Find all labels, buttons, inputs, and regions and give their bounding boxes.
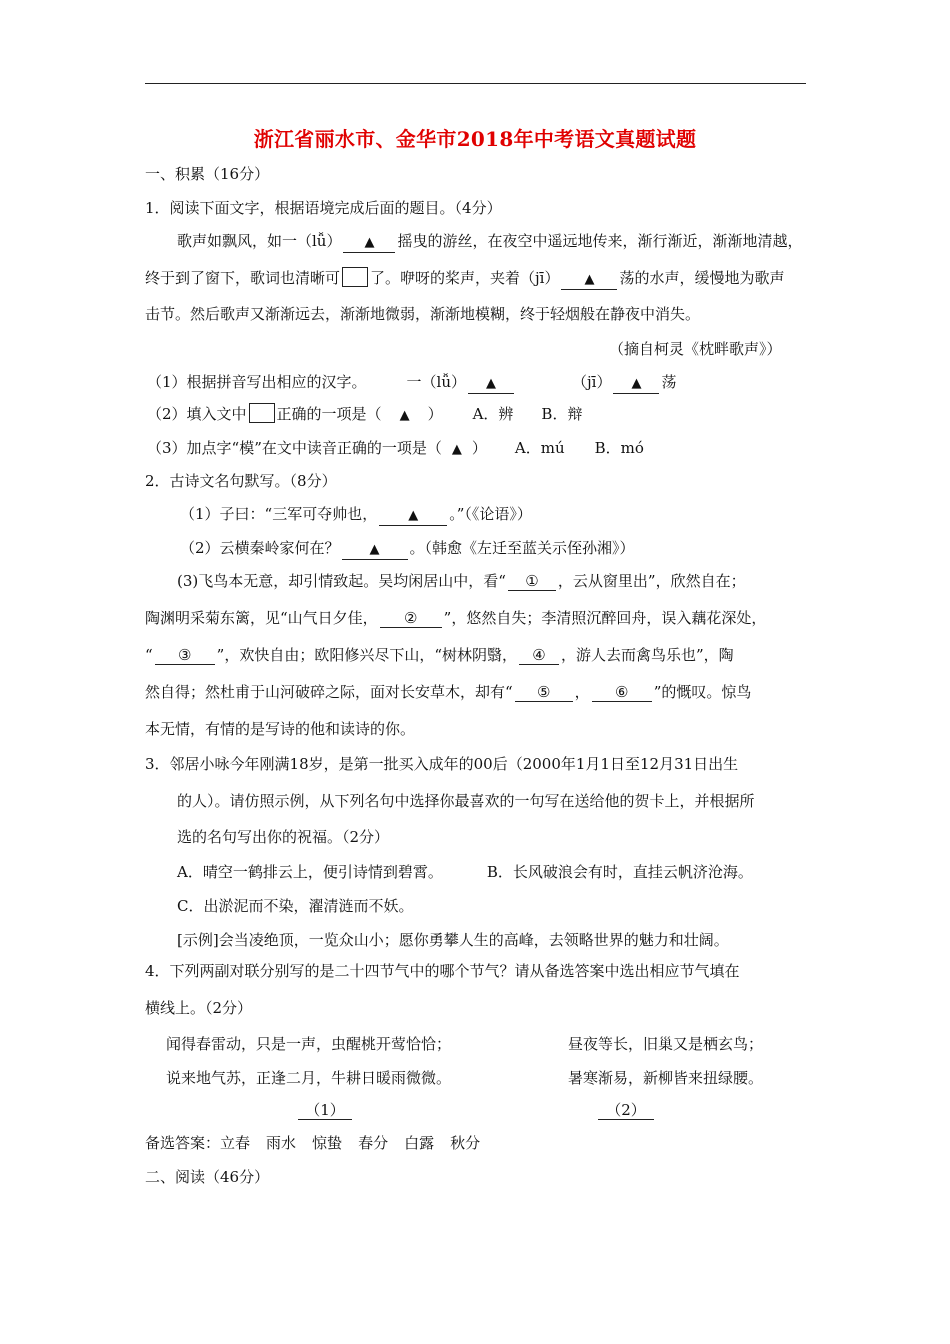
q3-options-ab [177,861,753,883]
q4-blank-1-line [296,1099,354,1121]
answer-blank-4[interactable]: ④ [519,646,559,665]
header-rule [145,83,806,84]
triangle-marker-icon: ▲ [408,508,419,523]
answer-blank-3[interactable]: ③ [155,646,215,665]
answer-blank-2[interactable]: （2） [598,1101,654,1120]
q3-line-1: 3．邻居小咏今年刚满18岁，是第一批买入成年的00后（2000年1月1日至12月31日出生 [145,755,739,773]
q4-line-2: 横线上。（2分） [145,999,253,1017]
option-item: 立春 [220,1134,251,1152]
answer-blank[interactable] [561,269,617,290]
fill-box[interactable] [342,267,368,287]
triangle-marker-icon: ▲ [486,376,497,391]
q2-sub-3-line-5: 本无情，有情的是写诗的他和读诗的你。 [145,720,416,738]
couplet-1-line-1: 闻得春雷动，只是一声，虫醒桃开莺恰恰； [166,1035,452,1053]
answer-blank[interactable] [468,373,514,394]
q2-sub-3-line-1: (3)飞鸟本无意，却引情致起。吴均闲居山中，看“ ① ，云从窗里出”，欣然自在； [177,572,746,590]
q1-passage-line-3: 击节。然后歌声又渐渐远去，渐渐地微弱，渐渐地模糊，终于轻烟般在静夜中消失。 [145,305,701,323]
answer-blank[interactable] [379,505,447,526]
option-item: 春分 [358,1134,389,1152]
q2-sub-3-line-3: “ ③ ”，欢快自由；欧阳修兴尽下山，“树林阴翳， ④ ，游人去而禽鸟乐也”，陶 [145,646,734,664]
option-c: C．出淤泥而不染，濯清涟而不妖。 [177,897,414,915]
q4-blank-2-line [596,1099,656,1121]
triangle-marker-icon: ▲ [364,235,375,250]
q1-source: （摘自柯灵《枕畔歌声》） [609,340,782,358]
option-item: 白露 [404,1134,435,1152]
couplet-2-line-1: 昼夜等长，旧巢又是栖玄鸟； [568,1035,764,1053]
triangle-marker-icon: ▲ [451,442,462,457]
q1-heading: 1．阅读下面文字，根据语境完成后面的题目。（4分） [145,199,502,217]
answer-blank[interactable] [613,373,659,394]
couplet-1-line-2: 说来地气苏，正逢二月，牛耕日暖雨微微。 [166,1069,452,1087]
option-b: B．长风破浪会有时，直挂云帆济沧海。 [486,863,753,881]
q4-options: 备选答案：立春 雨水 惊蛰 春分 白露 秋分 [145,1134,481,1152]
document-title: 浙江省丽水市、金华市2018年中考语文真题试题 [253,127,697,151]
triangle-marker-icon: ▲ [399,408,410,423]
answer-blank[interactable] [343,232,395,253]
answer-blank[interactable] [342,539,408,560]
option-a: A．晴空一鹤排云上，便引诗情到碧霄。 [177,863,443,881]
triangle-marker-icon: ▲ [631,376,642,391]
q3-line-2: 的人）。请仿照示例，从下列名句中选择你最喜欢的一句写在送给他的贺卡上，并根据所 [177,792,755,810]
q4-line-1: 4．下列两副对联分别写的是二十四节气中的哪个节气？请从备选答案中选出相应节气填在 [145,962,740,980]
option-a: A．辨 [472,405,514,423]
option-a: A．mú [514,439,565,457]
q1-sub-2: （2）填入文中 正确的一项是（ ▲ ） A．辨 B．辩 [147,405,583,423]
q1-passage-line-1: 歌声如飘风，如一（lǚ） ▲ 摇曳的游丝，在夜空中遥远地传来，渐行渐近，渐渐地清越， [177,230,802,253]
q3-line-3: 选的名句写出你的祝福。（2分） [177,828,390,846]
q1-sub-3: （3）加点字“模”在文中读音正确的一项是（ ▲ ） A．mú B．mó [147,439,644,457]
q2-sub-3-line-4: 然自得；然杜甫于山河破碎之际，面对长安草木，却有“ ⑤ ， ⑥ ”的慨叹。惊鸟 [145,683,752,701]
option-item: 秋分 [450,1134,481,1152]
q3-example: [示例]会当凌绝顶，一览众山小；愿你勇攀人生的高峰，去领略世界的魅力和壮阔。 [177,931,729,949]
answer-blank-2[interactable]: ② [380,609,442,628]
q2-sub-1: （1）子曰：“三军可夺帅也， ▲ 。”（《论语》） [180,503,532,526]
answer-blank-1[interactable]: （1） [298,1101,352,1120]
answer-blank-6[interactable]: ⑥ [592,683,652,702]
answer-blank-1[interactable]: ① [508,572,556,591]
option-b: B．mó [594,439,644,457]
triangle-marker-icon: ▲ [584,272,595,287]
section-1-heading: 一、积累（16分） [145,165,270,183]
q1-passage-line-2: 终于到了窗下，歌词也清晰可 了。咿呀的桨声，夹着（jī） ▲ 荡的水声，缓慢地为歌声 [145,267,784,290]
couplet-2-line-2: 暑寒渐易，新柳皆来扭绿腰。 [568,1069,764,1087]
answer-blank-5[interactable]: ⑤ [515,683,573,702]
q2-heading: 2．古诗文名句默写。（8分） [145,472,337,490]
section-2-heading: 二、阅读（46分） [145,1168,270,1186]
fill-box[interactable] [249,403,275,423]
option-b: B．辩 [541,405,583,423]
option-item: 雨水 [266,1134,297,1152]
option-item: 惊蛰 [312,1134,343,1152]
q1-sub-1: （1）根据拼音写出相应的汉字。 一（lǚ） ▲ （jī） ▲ 荡 [147,371,676,394]
q2-sub-3-line-2: 陶渊明采菊东篱，见“山气日夕佳， ② ”，悠然自失；李清照沉醉回舟，误入藕花深处， [145,609,767,627]
q2-sub-2: （2）云横秦岭家何在？ ▲ 。（韩愈《左迁至蓝关示侄孙湘》） [180,537,635,560]
triangle-marker-icon: ▲ [369,542,380,557]
